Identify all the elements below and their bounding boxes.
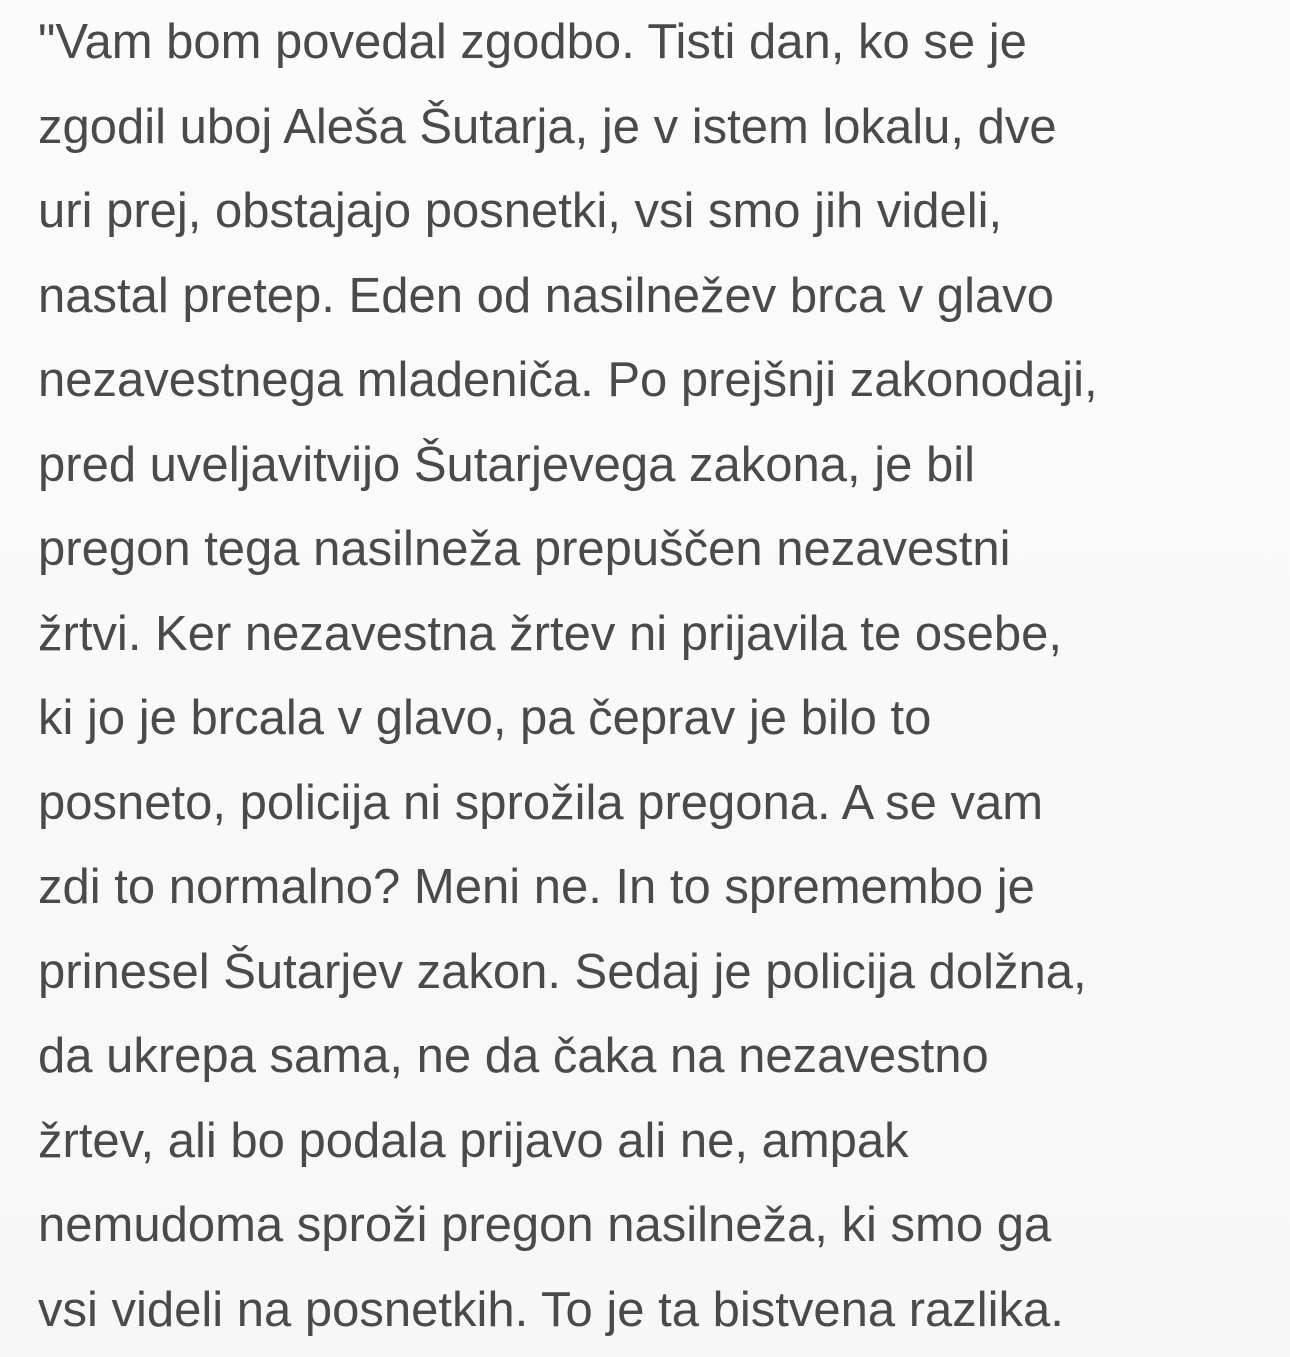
quote-text: [38, 0, 1278, 1352]
quote-line: vsi videli na posnetkih. To je ta bistvena razlika.: [38, 1282, 1064, 1337]
quote-line: pred uveljavitvijo Šutarjevega zakona, je bil: [38, 437, 975, 492]
quote-line: zdi to normalno? Meni ne. In to spremembo je: [38, 860, 1035, 914]
quote-line: "Vam bom povedal zgodbo. Tisti dan, ko se je: [38, 15, 1027, 69]
quote-line: zgodil uboj Aleša Šutarja, je v istem lokalu, dve: [38, 99, 1057, 154]
quote-line: pregon tega nasilneža prepuščen nezavestni: [38, 522, 1011, 576]
quote-line: ki jo je brcala v glavo, pa čeprav je bilo to: [38, 691, 932, 745]
quote-line: da ukrepa sama, ne da čaka na nezavestno: [38, 1029, 989, 1083]
quote-line: prinesel Šutarjev zakon. Sedaj je policija dolžna,: [38, 944, 1087, 999]
quote-line: nastal pretep. Eden od nasilnežev brca v glavo: [38, 268, 1055, 323]
quote-line: žrtev, ali bo podala prijavo ali ne, ampak: [38, 1113, 909, 1168]
quote-line: posneto, policija ni sprožila pregona. A se vam: [38, 775, 1044, 830]
quote-line: žrtvi. Ker nezavestna žrtev ni prijavila te osebe,: [38, 606, 1063, 661]
quote-line: nemudoma sproži pregon nasilneža, ki smo ga: [38, 1198, 1052, 1252]
quote-line: uri prej, obstajajo posnetki, vsi smo jih videli,: [38, 184, 1003, 238]
quote-line: nezavestnega mladeniča. Po prejšnji zakonodaji,: [38, 353, 1098, 407]
